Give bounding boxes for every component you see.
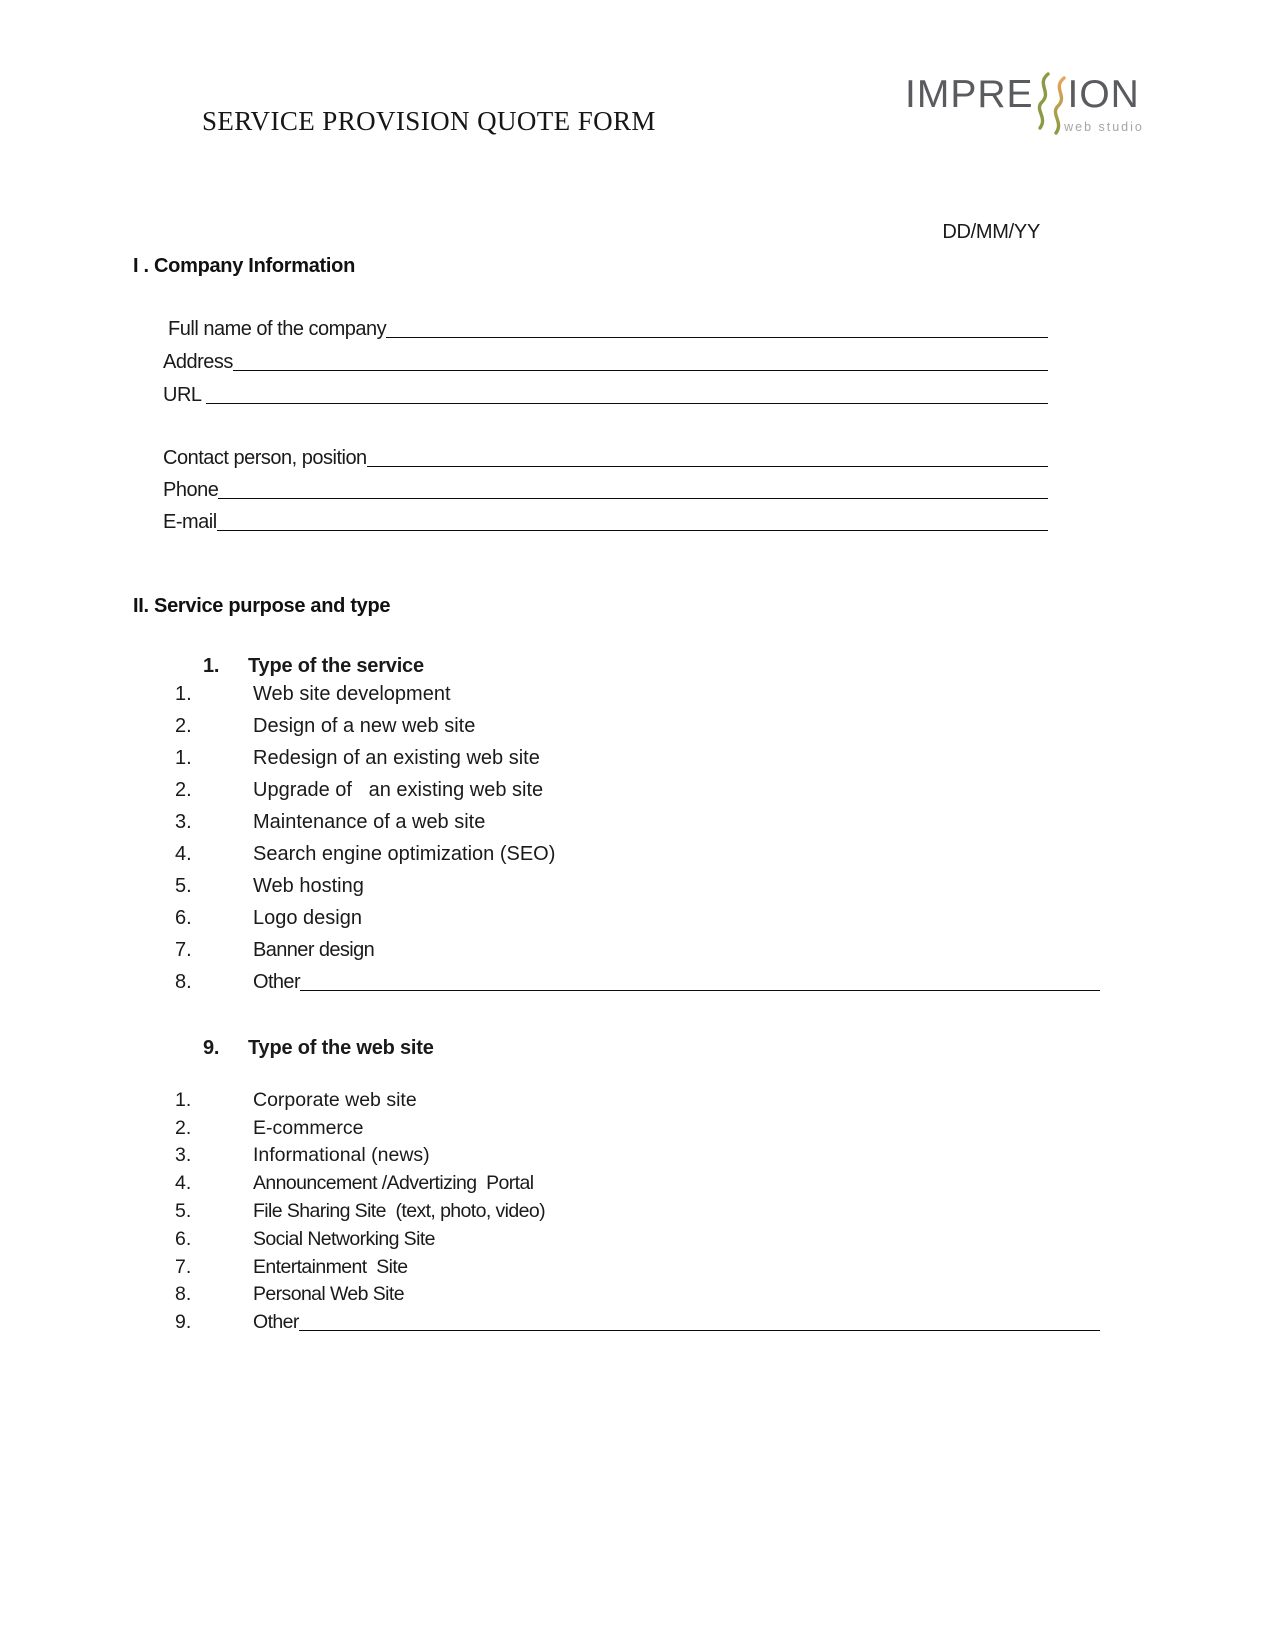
list-item [175, 1140, 1100, 1168]
blank-line [299, 1330, 1100, 1331]
list-item-number: 1. [175, 1088, 192, 1111]
blank-line [218, 498, 1048, 499]
list-item [175, 674, 1100, 706]
list-item [175, 738, 1100, 770]
list-item-number: 2. [175, 779, 192, 801]
blank-line [367, 466, 1048, 467]
field-row-email [163, 502, 1048, 534]
list-item [175, 1195, 1100, 1223]
list-item-label: Logo design [253, 907, 362, 929]
list-item [175, 898, 1100, 930]
list-item-number: 7. [175, 939, 192, 961]
list-item-number: 2. [175, 1116, 192, 1139]
field-label-address: Address [163, 351, 233, 373]
list-item-label: Maintenance of a web site [253, 811, 486, 833]
list-item [175, 1279, 1100, 1307]
list-item-label: Other [253, 971, 301, 993]
list-item-number: 8. [175, 971, 192, 993]
list-item-number: 4. [175, 843, 192, 865]
list-item-label: Search engine optimization (SEO) [253, 843, 556, 865]
list-item-number: 3. [175, 1144, 192, 1167]
logo-text-start: IMPRE [905, 73, 1034, 116]
list-item [175, 770, 1100, 802]
company-logo [905, 73, 1144, 136]
section-heading-company-info: I . Company Information [133, 255, 355, 277]
list-item [175, 866, 1100, 898]
subheading-title: Type of the web site [248, 1037, 434, 1059]
field-row-address [163, 341, 1048, 374]
list-item-other [175, 1306, 1100, 1334]
list-item-label: Web hosting [253, 875, 364, 897]
logo-s1-path [1039, 74, 1048, 128]
list-item [175, 1223, 1100, 1251]
blank-line [233, 370, 1048, 371]
web-site-type-list [175, 1084, 1100, 1334]
list-item [175, 802, 1100, 834]
company-fields-group-2 [163, 438, 1048, 534]
list-item-label: Personal Web Site [253, 1283, 404, 1306]
section-heading-service-purpose: II. Service purpose and type [133, 595, 391, 617]
blank-line [300, 990, 1100, 991]
list-item-label: Design of a new web site [253, 715, 476, 737]
logo-tagline: web studio [1064, 120, 1144, 134]
field-label-email: E-mail [163, 511, 217, 533]
list-item-label: File Sharing Site (text, photo, video) [253, 1199, 546, 1222]
list-item-label: Social Networking Site [253, 1227, 435, 1250]
list-item-label: E-commerce [253, 1116, 364, 1139]
list-item-number: 1. [175, 683, 192, 705]
field-label-full-name: Full name of the company [163, 318, 387, 340]
list-item-label: Announcement /Advertizing Portal [253, 1172, 534, 1195]
list-item-label: Upgrade of an existing web site [253, 779, 544, 801]
logo-s2-path [1055, 78, 1064, 133]
list-item-number: 5. [175, 1199, 192, 1222]
list-item [175, 1251, 1100, 1279]
list-item-number: 2. [175, 715, 192, 737]
list-item-number: 3. [175, 811, 192, 833]
list-item-label: Web site development [253, 683, 451, 705]
list-item [175, 706, 1100, 738]
list-item-label: Entertainment Site [253, 1255, 408, 1278]
list-item [175, 1167, 1100, 1195]
subheading-type-of-web-site [170, 1037, 434, 1060]
list-item-label: Corporate web site [253, 1088, 417, 1111]
blank-line [386, 337, 1048, 338]
list-item-other [175, 962, 1100, 994]
list-item-label: Informational (news) [253, 1144, 430, 1167]
field-row-phone [163, 470, 1048, 502]
list-item-label: Redesign of an existing web site [253, 747, 540, 769]
list-item [175, 930, 1100, 962]
subheading-number: 1. [203, 655, 220, 677]
date-placeholder: DD/MM/YY [942, 221, 1040, 243]
list-item-number: 8. [175, 1283, 192, 1306]
field-label-phone: Phone [163, 479, 219, 501]
list-item [175, 834, 1100, 866]
company-fields-group-1 [163, 308, 1048, 407]
subheading-number: 9. [203, 1037, 220, 1059]
list-item-label: Other [253, 1311, 299, 1334]
subheading-title: Type of the service [248, 655, 424, 677]
list-item-number: 4. [175, 1172, 192, 1195]
field-label-contact-person: Contact person, position [163, 447, 367, 469]
blank-line [217, 530, 1048, 531]
list-item [175, 1112, 1100, 1140]
field-row-contact-person [163, 438, 1048, 470]
list-item-number: 7. [175, 1255, 192, 1278]
logo-text-end: ION [1067, 73, 1140, 116]
page-title: SERVICE PROVISION QUOTE FORM [202, 106, 656, 136]
blank-line [206, 403, 1048, 404]
list-item [175, 1084, 1100, 1112]
field-row-full-name [163, 308, 1048, 341]
list-item-number: 9. [175, 1311, 192, 1334]
list-item-number: 1. [175, 747, 192, 769]
list-item-number: 6. [175, 1227, 192, 1250]
field-row-url [163, 374, 1048, 407]
list-item-number: 5. [175, 875, 192, 897]
list-item-number: 6. [175, 907, 192, 929]
field-label-url: URL [163, 384, 206, 406]
list-item-label: Banner design [253, 939, 375, 961]
service-type-list [175, 674, 1100, 994]
